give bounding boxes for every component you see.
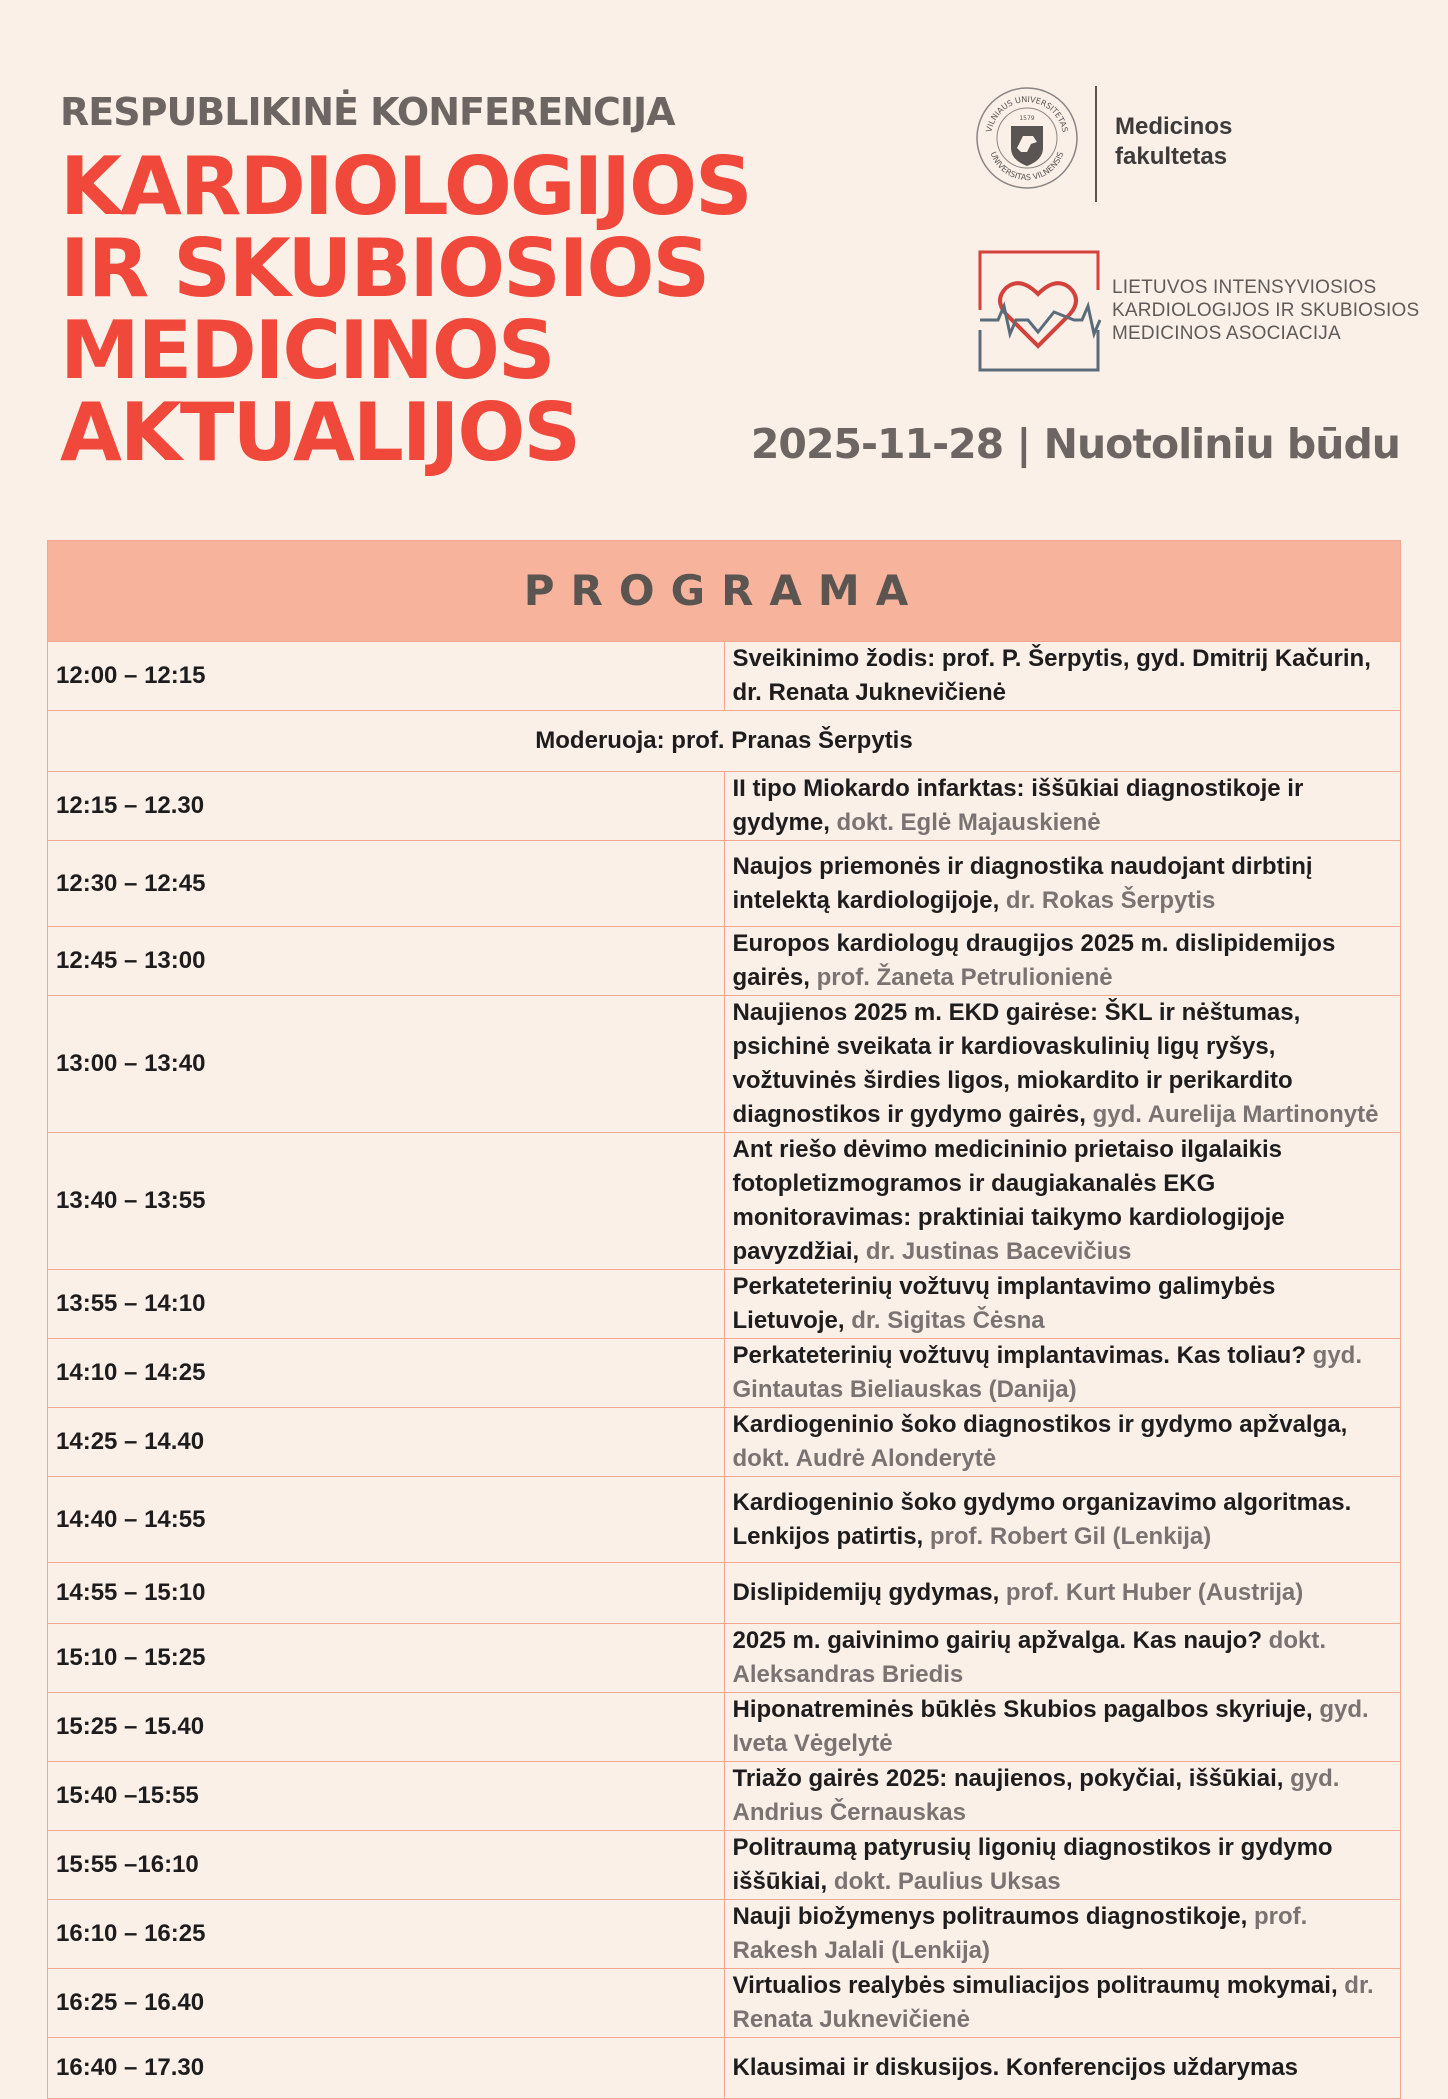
association-logo-block — [978, 250, 1420, 374]
topic-cell — [724, 1270, 1401, 1339]
association-name-line: MEDICINOS ASOCIACIJA — [1112, 323, 1341, 344]
program-row — [48, 1693, 1401, 1762]
university-logo-block — [975, 86, 1385, 206]
program-row — [48, 1624, 1401, 1693]
speaker-name: gyd. Gintautas Bieliauskas (Danija) — [732, 1342, 1363, 1403]
program-row — [48, 1339, 1401, 1408]
program-row — [48, 1831, 1401, 1900]
topic-text: Politraumą patyrusių ligonių diagnostikos ir gydymo iššūkiai, — [732, 1834, 1333, 1895]
program-table — [47, 540, 1401, 2099]
topic-text: Perkateterinių vožtuvų implantavimo galimybės Lietuvoje, — [732, 1273, 1276, 1334]
seal-year: 1579 — [1019, 115, 1035, 122]
program-row — [48, 1563, 1401, 1624]
topic-cell: Sveikinimo žodis: prof. P. Šerpytis, gyd. Dmitrij Kačurin, dr. Renata Juknevičienė — [724, 642, 1401, 711]
topic-cell — [724, 772, 1401, 841]
time-cell: 13:40 – 13:55 — [48, 1133, 725, 1270]
topic-text: Perkateterinių vožtuvų implantavimas. Kas toliau? — [732, 1342, 1306, 1369]
program-row — [48, 1270, 1401, 1339]
program-row — [48, 1969, 1401, 2038]
speaker-name: gyd. Aurelija Martinonytė — [1092, 1101, 1379, 1128]
program-heading-row — [48, 541, 1401, 642]
title-line: IR SKUBIOSIOS — [60, 222, 709, 315]
title-line: KARDIOLOGIJOS — [60, 140, 751, 233]
time-cell: 16:25 – 16.40 — [48, 1969, 725, 2038]
topic-text: II tipo Miokardo infarktas: iššūkiai diagnostikoje ir gydyme, — [732, 775, 1304, 836]
speaker-name: gyd. Iveta Vėgelytė — [732, 1696, 1369, 1757]
speaker-name: prof. Rakesh Jalali (Lenkija) — [732, 1903, 1308, 1964]
program-row — [48, 1477, 1401, 1563]
speaker-name: dr. Justinas Bacevičius — [865, 1238, 1132, 1265]
faculty-name — [1115, 112, 1232, 172]
logo-divider — [1095, 86, 1097, 202]
topic-text: Kardiogeninio šoko diagnostikos ir gydymo apžvalga, — [732, 1411, 1348, 1438]
topic-text: Europos kardiologų draugijos 2025 m. dislipidemijos gairės, — [732, 930, 1336, 991]
program-row — [48, 2038, 1401, 2099]
faculty-name-line: fakultetas — [1115, 143, 1228, 170]
topic-cell — [724, 1563, 1401, 1624]
speaker-name: dr. Renata Juknevičienė — [732, 1972, 1374, 2033]
topic-cell — [724, 2038, 1401, 2099]
time-cell: 15:40 –15:55 — [48, 1762, 725, 1831]
speaker-name: prof. Žaneta Petrulionienė — [816, 964, 1113, 991]
time-cell: 13:55 – 14:10 — [48, 1270, 725, 1339]
time-cell: 16:40 – 17.30 — [48, 2038, 725, 2099]
time-cell: 14:55 – 15:10 — [48, 1563, 725, 1624]
topic-cell — [724, 1133, 1401, 1270]
conference-supertitle: RESPUBLIKINĖ KONFERENCIJA — [60, 90, 675, 134]
association-name-line: KARDIOLOGIJOS IR SKUBIOSIOS — [1112, 300, 1420, 321]
speaker-name: dokt. Paulius Uksas — [833, 1868, 1061, 1895]
topic-text: Dislipidemijų gydymas, — [732, 1579, 1000, 1606]
topic-cell — [724, 1477, 1401, 1563]
heart-ecg-logo-icon — [978, 250, 1102, 372]
speaker-name: prof. Robert Gil (Lenkija) — [929, 1522, 1212, 1550]
topic-cell — [724, 1831, 1401, 1900]
program-row — [48, 841, 1401, 927]
topic-text: Virtualios realybės simuliacijos politraumų mokymai, — [732, 1972, 1338, 1999]
time-cell: 13:00 – 13:40 — [48, 996, 725, 1133]
title-line: MEDICINOS — [60, 304, 554, 397]
time-cell: 12:15 – 12.30 — [48, 772, 725, 841]
topic-text: Kardiogeninio šoko gydymo organizavimo algoritmas. Lenkijos patirtis, — [732, 1488, 1352, 1550]
topic-cell — [724, 1762, 1401, 1831]
program-row — [48, 1900, 1401, 1969]
speaker-name: dr. Sigitas Čėsna — [851, 1307, 1045, 1334]
speaker-name: dokt. Aleksandras Briedis — [732, 1627, 1326, 1688]
program-row — [48, 1762, 1401, 1831]
time-cell: 15:25 – 15.40 — [48, 1693, 725, 1762]
topic-cell — [724, 1693, 1401, 1762]
topic-cell — [724, 1900, 1401, 1969]
program-heading: PROGRAMA — [48, 541, 1401, 642]
topic-cell — [724, 927, 1401, 996]
time-cell: 14:25 – 14.40 — [48, 1408, 725, 1477]
moderator-row — [48, 711, 1401, 772]
topic-text: Ant riešo dėvimo medicininio prietaiso ilgalaikis fotopletizmogramos ir daugiakanalės EKG monitoravimas: praktiniai taikymo kardiologijoje pavyzdžiai, — [732, 1136, 1285, 1265]
program-row — [48, 1408, 1401, 1477]
association-name — [1112, 276, 1419, 345]
topic-text: Klausimai ir diskusijos. Konferencijos uždarymas — [732, 2054, 1299, 2081]
speaker-name: gyd. Andrius Černauskas — [732, 1765, 1340, 1826]
topic-text: Nauji biožymenys politraumos diagnostikoje, — [732, 1903, 1248, 1930]
time-cell: 14:40 – 14:55 — [48, 1477, 725, 1563]
opening-row — [48, 642, 1401, 711]
association-name-line: LIETUVOS INTENSYVIOSIOS — [1112, 277, 1377, 298]
time-cell: 15:10 – 15:25 — [48, 1624, 725, 1693]
program-row — [48, 927, 1401, 996]
time-cell: 12:45 – 13:00 — [48, 927, 725, 996]
time-cell: 14:10 – 14:25 — [48, 1339, 725, 1408]
speaker-name: dokt. Audrė Alonderytė — [732, 1445, 997, 1472]
seal-text-top: VILNIAUS UNIVERSITETAS — [984, 94, 1070, 134]
faculty-name-line: Medicinos — [1115, 113, 1233, 140]
topic-text: Hiponatreminės būklės Skubios pagalbos skyriuje, — [732, 1696, 1313, 1723]
topic-text: Naujienos 2025 m. EKD gairėse: ŠKL ir nėštumas, psichinė sveikata ir kardiovaskulinių ligų ryšys, vožtuvinės širdies ligos, miokardito ir perikardito diagnostikos ir gydymo gairės, — [732, 999, 1301, 1128]
topic-text: Triažo gairės 2025: naujienos, pokyčiai, iššūkiai, — [732, 1765, 1284, 1792]
program-row — [48, 1133, 1401, 1270]
speaker-name: prof. Kurt Huber (Austrija) — [1005, 1579, 1304, 1606]
program-row — [48, 996, 1401, 1133]
program-row — [48, 772, 1401, 841]
topic-cell — [724, 1969, 1401, 2038]
title-line: AKTUALIJOS — [60, 386, 580, 479]
seal-text-bottom: UNIVERSITAS VILNENSIS — [988, 150, 1066, 183]
topic-text: 2025 m. gaivinimo gairių apžvalga. Kas naujo? — [732, 1627, 1262, 1654]
topic-cell — [724, 841, 1401, 927]
time-cell: 12:00 – 12:15 — [48, 642, 725, 711]
conference-title — [60, 140, 751, 479]
time-cell: 16:10 – 16:25 — [48, 1900, 725, 1969]
topic-cell — [724, 1339, 1401, 1408]
topic-cell — [724, 996, 1401, 1133]
time-cell: 15:55 –16:10 — [48, 1831, 725, 1900]
conference-header — [60, 90, 751, 479]
topic-text: Naujos priemonės ir diagnostika naudojant dirbtinį intelektą kardiologijoje, — [732, 852, 1313, 914]
date-location: 2025-11-28 | Nuotoliniu būdu — [750, 420, 1400, 468]
topic-cell — [724, 1408, 1401, 1477]
time-cell: 12:30 – 12:45 — [48, 841, 725, 927]
university-seal-icon — [975, 86, 1079, 190]
moderator-cell: Moderuoja: prof. Pranas Šerpytis — [48, 711, 1401, 772]
topic-cell — [724, 1624, 1401, 1693]
speaker-name: dr. Rokas Šerpytis — [1005, 886, 1216, 914]
speaker-name: dokt. Eglė Majauskienė — [836, 809, 1101, 836]
